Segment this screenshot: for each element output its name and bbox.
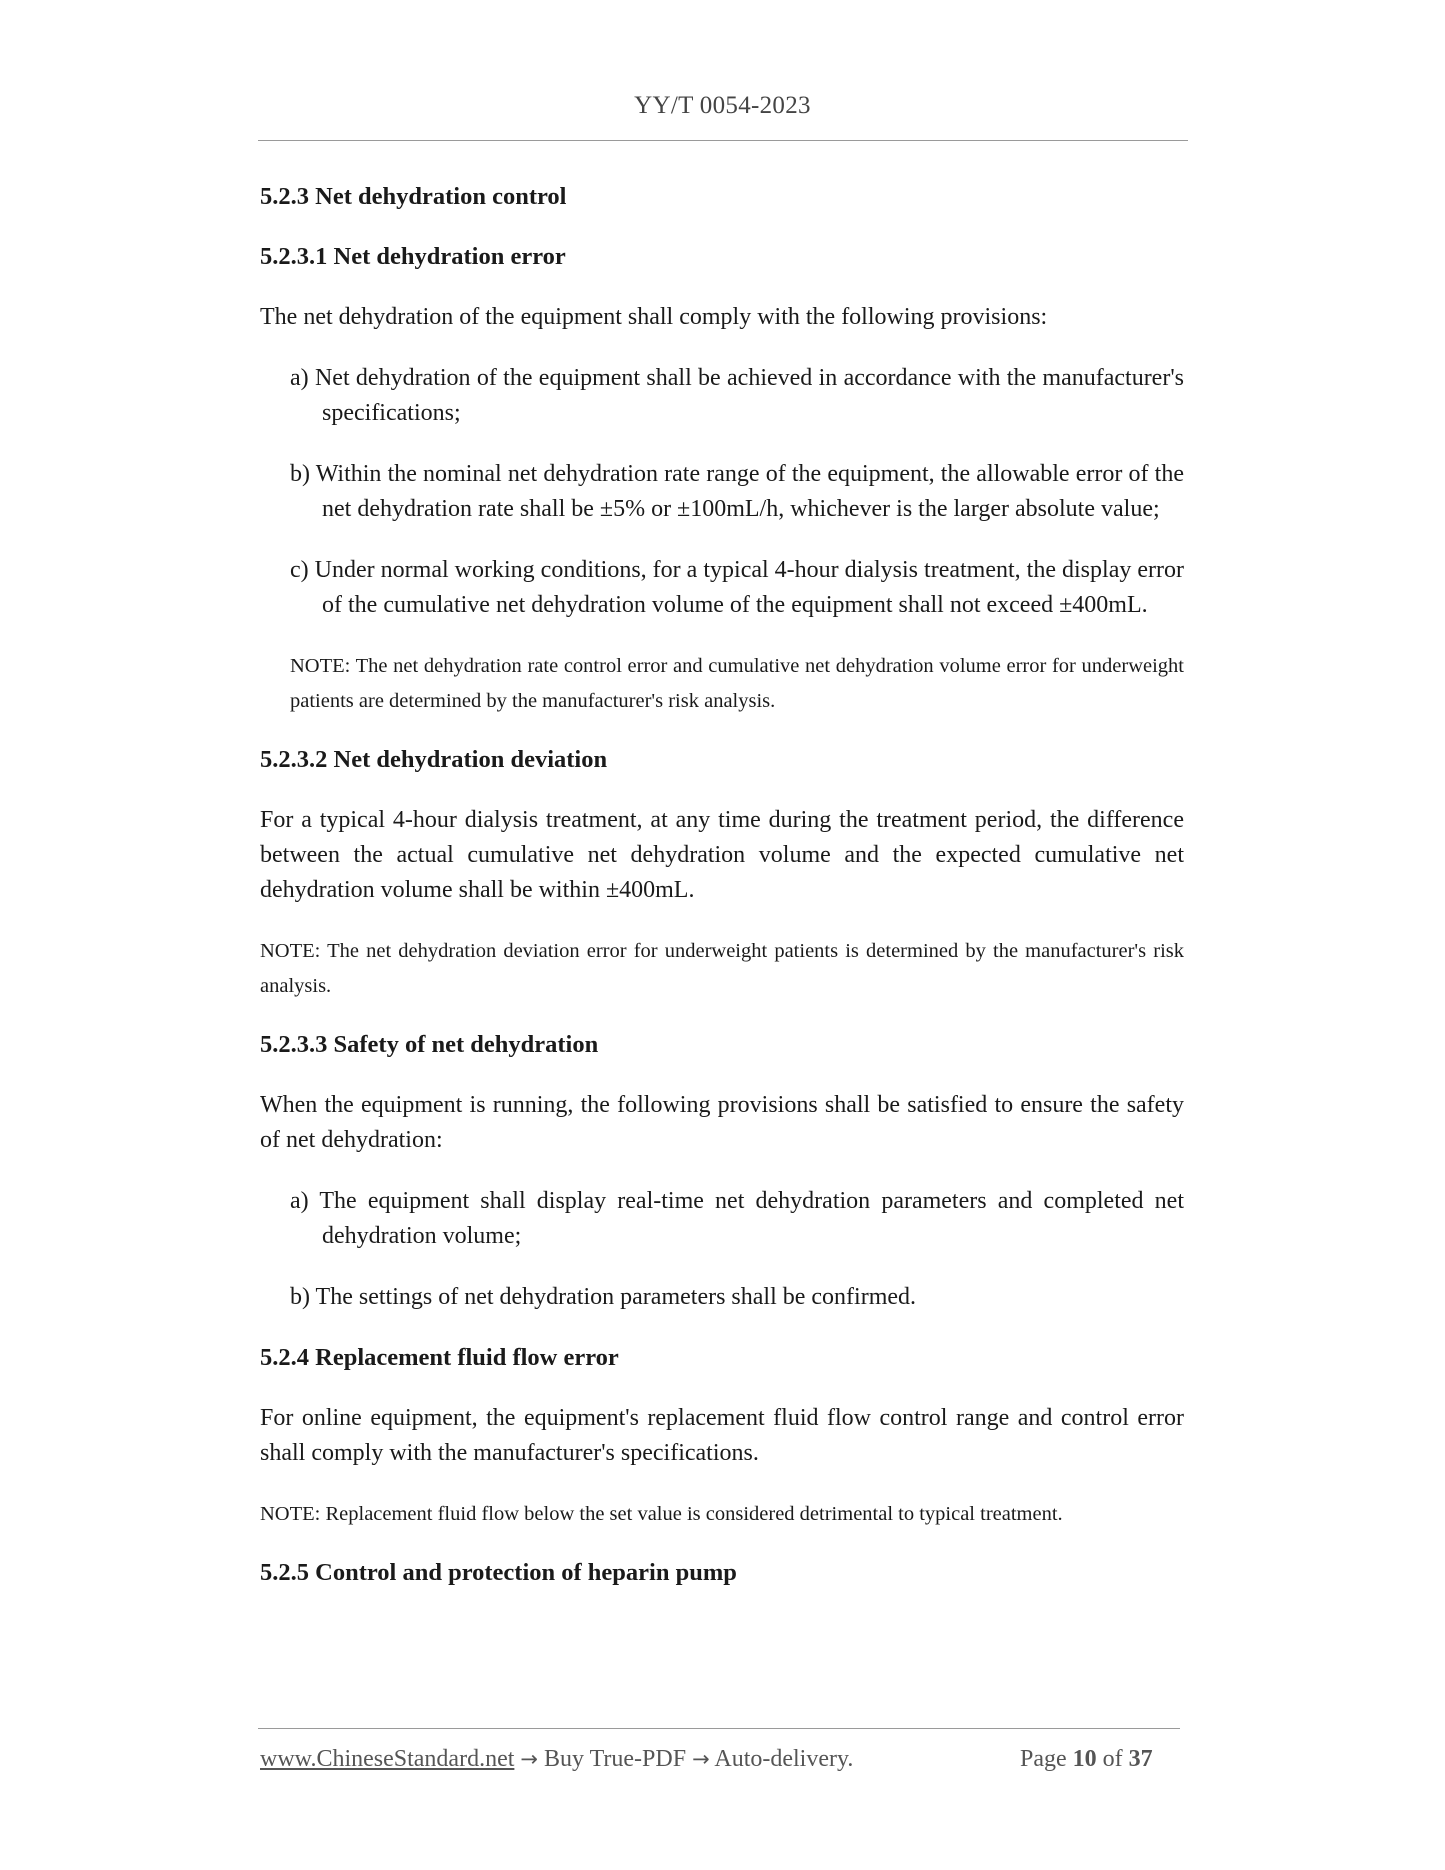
section-5-2-3-3-item-a: a) The equipment shall display real-time net dehydration parameters and completed net dehydration volume;: [290, 1188, 1184, 1249]
page-content: [260, 180, 1184, 1616]
section-5-2-3-3-item-b: b) The settings of net dehydration parameters shall be confirmed.: [290, 1284, 917, 1310]
footer-divider: [258, 1728, 1180, 1729]
section-5-2-3-3-heading: 5.2.3.3 Safety of net dehydration: [260, 1031, 599, 1058]
section-5-2-4-heading: 5.2.4 Replacement fluid flow error: [260, 1344, 619, 1371]
section-5-2-3-1-intro: The net dehydration of the equipment shall comply with the following provisions:: [260, 304, 1048, 330]
page-total: 37: [1128, 1746, 1153, 1772]
section-5-2-3-1-note: NOTE: The net dehydration rate control error and cumulative net dehydration volume error for underweight patients are determined by the manufacturer's risk analysis.: [290, 655, 1184, 712]
footer-promo: [260, 1746, 853, 1773]
section-5-2-3-3-intro: When the equipment is running, the following provisions shall be satisfied to ensure the safety of net dehydration:: [260, 1092, 1184, 1153]
section-5-2-3-1-item-b: b) Within the nominal net dehydration rate range of the equipment, the allowable error of the net dehydration rate shall be ±5% or ±100mL/h, whichever is the larger absolute value;: [290, 461, 1184, 522]
section-5-2-3-heading: 5.2.3 Net dehydration control: [260, 183, 567, 210]
section-5-2-5-heading: 5.2.5 Control and protection of heparin pump: [260, 1559, 737, 1586]
section-5-2-3-2-body: For a typical 4-hour dialysis treatment, at any time during the treatment period, the difference between the actual cumulative net dehydration volume and the expected cumulative net dehydration volume shall be within ±400mL.: [260, 807, 1184, 903]
buy-true-pdf-text: Buy True-PDF: [544, 1746, 687, 1772]
site-link[interactable]: www.ChineseStandard.net: [260, 1746, 515, 1772]
document-code-header: YY/T 0054-2023: [634, 92, 811, 119]
section-5-2-4-note: NOTE: Replacement fluid flow below the set value is considered detrimental to typical treatment.: [260, 1503, 1063, 1525]
page-label: Page: [1020, 1746, 1067, 1772]
of-label: of: [1102, 1746, 1123, 1772]
section-5-2-4-body: For online equipment, the equipment's replacement fluid flow control range and control error shall comply with the manufacturer's specifications.: [260, 1405, 1184, 1466]
auto-delivery-text: Auto-delivery.: [714, 1746, 854, 1772]
page-indicator: [1020, 1746, 1153, 1773]
page-current: 10: [1072, 1746, 1097, 1772]
section-5-2-3-2-heading: 5.2.3.2 Net dehydration deviation: [260, 746, 608, 773]
section-5-2-3-1-heading: 5.2.3.1 Net dehydration error: [260, 243, 566, 270]
arrow-right-icon: →: [520, 1747, 538, 1771]
section-5-2-3-1-item-c: c) Under normal working conditions, for a typical 4-hour dialysis treatment, the display error of the cumulative net dehydration volume of the equipment shall not exceed ±400mL.: [290, 557, 1184, 618]
section-5-2-3-2-note: NOTE: The net dehydration deviation error for underweight patients is determined by the manufacturer's risk analysis.: [260, 940, 1184, 997]
section-5-2-3-1-item-a: a) Net dehydration of the equipment shall be achieved in accordance with the manufacturer's specifications;: [290, 365, 1184, 426]
arrow-right-icon: →: [692, 1747, 710, 1771]
header-divider: [258, 140, 1188, 141]
